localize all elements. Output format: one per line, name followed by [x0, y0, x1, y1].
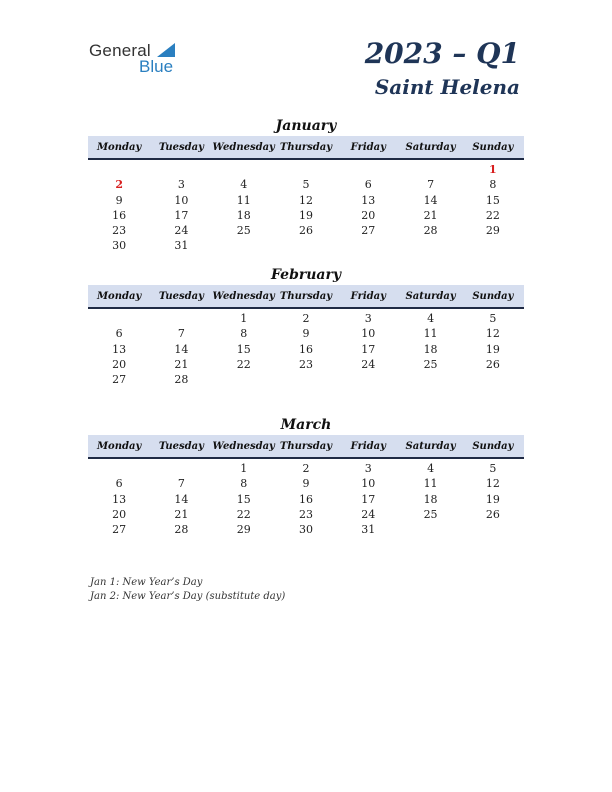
- day-cell: 9: [115, 193, 123, 207]
- day-cell: 18: [423, 492, 438, 506]
- day-cell: 18: [236, 208, 251, 222]
- day-cell: 31: [361, 523, 376, 537]
- day-cell: 26: [298, 224, 313, 238]
- empty-day-cell: [275, 238, 337, 253]
- weekday-label: Tuesday: [158, 290, 204, 302]
- empty-day-cell: [88, 162, 150, 177]
- logo-blue-text: Blue: [139, 57, 174, 76]
- day-cell: 8: [240, 327, 248, 341]
- empty-day-cell: [213, 372, 275, 387]
- day-cell: 10: [361, 477, 376, 491]
- day-cell: 1: [489, 163, 497, 176]
- day-cell: 29: [236, 523, 251, 537]
- weekday-label: Thursday: [279, 141, 333, 153]
- day-cell: 20: [112, 507, 127, 521]
- empty-day-cell: [337, 238, 399, 253]
- day-cell: 27: [361, 224, 376, 238]
- weekday-label: Saturday: [405, 141, 456, 153]
- day-cell: 2: [115, 178, 123, 192]
- day-cell: 23: [298, 357, 313, 371]
- empty-day-cell: [88, 461, 150, 476]
- day-cell: 30: [112, 239, 127, 253]
- month-name: January: [275, 118, 337, 134]
- day-cell: 23: [112, 224, 127, 238]
- day-cell: 27: [112, 523, 127, 537]
- weekday-label: Thursday: [279, 290, 333, 302]
- day-cell: 21: [174, 507, 189, 521]
- day-cell: 27: [112, 373, 127, 387]
- day-cell: 2: [302, 312, 310, 325]
- day-cell: 14: [423, 193, 438, 207]
- day-cell: 28: [174, 523, 189, 537]
- weekday-label: Sunday: [472, 440, 514, 452]
- day-cell: 19: [485, 492, 500, 506]
- day-cell: 11: [423, 477, 438, 491]
- day-cell: 15: [236, 342, 251, 356]
- empty-day-cell: [399, 522, 461, 537]
- empty-day-cell: [337, 162, 399, 177]
- day-cell: 17: [361, 492, 376, 506]
- empty-day-cell: [399, 238, 461, 253]
- day-cell: 11: [236, 193, 251, 207]
- day-cell: 12: [298, 193, 313, 207]
- weekday-label: Monday: [96, 290, 142, 302]
- logo-triangle-icon: [157, 43, 175, 57]
- empty-day-cell: [213, 162, 275, 177]
- empty-day-cell: [275, 162, 337, 177]
- holiday-note: Jan 1: New Year’s Day: [90, 577, 203, 588]
- weekday-label: Monday: [96, 440, 142, 452]
- day-cell: 7: [177, 477, 185, 491]
- day-grid: [88, 162, 524, 254]
- empty-day-cell: [399, 372, 461, 387]
- empty-day-cell: [150, 461, 212, 476]
- day-cell: 22: [236, 507, 251, 521]
- weekday-label: Wednesday: [212, 290, 275, 302]
- day-cell: 16: [112, 208, 127, 222]
- month-march: [88, 415, 524, 537]
- day-cell: 11: [423, 327, 438, 341]
- day-cell: 19: [485, 342, 500, 356]
- day-cell: 20: [112, 357, 127, 371]
- month-january: [88, 116, 524, 254]
- day-cell: 3: [364, 462, 372, 475]
- day-cell: 15: [236, 492, 251, 506]
- weekday-header-row: [88, 136, 524, 160]
- day-cell: 26: [485, 507, 500, 521]
- month-name: March: [280, 417, 332, 433]
- generalblue-logo: [89, 40, 189, 76]
- weekday-label: Sunday: [472, 290, 514, 302]
- day-cell: 24: [174, 224, 189, 238]
- day-cell: 6: [115, 327, 123, 341]
- day-cell: 2: [302, 462, 310, 475]
- weekday-header-row: [88, 435, 524, 459]
- weekday-label: Friday: [350, 141, 386, 153]
- weekday-header-row: [88, 285, 524, 309]
- day-cell: 10: [361, 327, 376, 341]
- weekday-label: Wednesday: [212, 440, 275, 452]
- empty-day-cell: [462, 522, 524, 537]
- day-cell: 28: [174, 373, 189, 387]
- day-cell: 7: [177, 327, 185, 341]
- empty-day-cell: [399, 162, 461, 177]
- weekday-label: Tuesday: [158, 141, 204, 153]
- empty-day-cell: [275, 372, 337, 387]
- empty-day-cell: [150, 311, 212, 326]
- day-cell: 1: [240, 462, 248, 475]
- weekday-label: Wednesday: [212, 141, 275, 153]
- weekday-label: Tuesday: [158, 440, 204, 452]
- day-cell: 6: [364, 178, 372, 192]
- day-cell: 1: [240, 312, 248, 325]
- day-grid: [88, 461, 524, 537]
- day-cell: 12: [485, 477, 500, 491]
- day-cell: 21: [174, 357, 189, 371]
- empty-day-cell: [462, 372, 524, 387]
- weekday-label: Thursday: [279, 440, 333, 452]
- day-cell: 4: [240, 178, 248, 192]
- day-cell: 21: [423, 208, 438, 222]
- day-cell: 10: [174, 193, 189, 207]
- title-period: 2023 – Q1: [364, 37, 520, 70]
- day-cell: 8: [489, 178, 497, 192]
- month-name: February: [270, 267, 341, 283]
- day-cell: 22: [485, 208, 500, 222]
- day-cell: 16: [298, 342, 313, 356]
- day-cell: 15: [485, 193, 500, 207]
- holiday-note: Jan 2: New Year’s Day (substitute day): [90, 591, 286, 602]
- day-cell: 17: [174, 208, 189, 222]
- day-cell: 25: [423, 357, 438, 371]
- day-cell: 9: [302, 477, 310, 491]
- day-cell: 24: [361, 357, 376, 371]
- logo-general-text: General: [89, 41, 151, 60]
- weekday-label: Friday: [350, 440, 386, 452]
- day-cell: 13: [112, 342, 127, 356]
- day-cell: 9: [302, 327, 310, 341]
- empty-day-cell: [88, 311, 150, 326]
- day-cell: 4: [427, 462, 435, 475]
- weekday-label: Saturday: [405, 290, 456, 302]
- day-cell: 13: [361, 193, 376, 207]
- day-cell: 25: [423, 507, 438, 521]
- day-cell: 14: [174, 492, 189, 506]
- day-cell: 28: [423, 224, 438, 238]
- day-cell: 6: [115, 477, 123, 491]
- weekday-label: Sunday: [472, 141, 514, 153]
- day-cell: 19: [298, 208, 313, 222]
- day-cell: 29: [485, 224, 500, 238]
- day-cell: 16: [298, 492, 313, 506]
- empty-day-cell: [462, 238, 524, 253]
- day-cell: 3: [364, 312, 372, 325]
- day-cell: 12: [485, 327, 500, 341]
- empty-day-cell: [337, 372, 399, 387]
- day-cell: 14: [174, 342, 189, 356]
- day-cell: 8: [240, 477, 248, 491]
- day-cell: 17: [361, 342, 376, 356]
- day-cell: 3: [177, 178, 185, 192]
- day-cell: 23: [298, 507, 313, 521]
- day-grid: [88, 311, 524, 387]
- empty-day-cell: [213, 238, 275, 253]
- day-cell: 25: [236, 224, 251, 238]
- day-cell: 24: [361, 507, 376, 521]
- day-cell: 5: [489, 462, 497, 475]
- day-cell: 4: [427, 312, 435, 325]
- title-country: Saint Helena: [374, 75, 520, 99]
- day-cell: 26: [485, 357, 500, 371]
- day-cell: 5: [302, 178, 310, 192]
- weekday-label: Friday: [350, 290, 386, 302]
- weekday-label: Saturday: [405, 440, 456, 452]
- day-cell: 20: [361, 208, 376, 222]
- day-cell: 13: [112, 492, 127, 506]
- page-title: [365, 36, 520, 100]
- holiday-notes: [90, 576, 285, 604]
- day-cell: 31: [174, 239, 189, 253]
- weekday-label: Monday: [96, 141, 142, 153]
- day-cell: 18: [423, 342, 438, 356]
- empty-day-cell: [150, 162, 212, 177]
- day-cell: 30: [298, 523, 313, 537]
- day-cell: 22: [236, 357, 251, 371]
- month-february: [88, 265, 524, 387]
- day-cell: 5: [489, 312, 497, 325]
- day-cell: 7: [427, 178, 435, 192]
